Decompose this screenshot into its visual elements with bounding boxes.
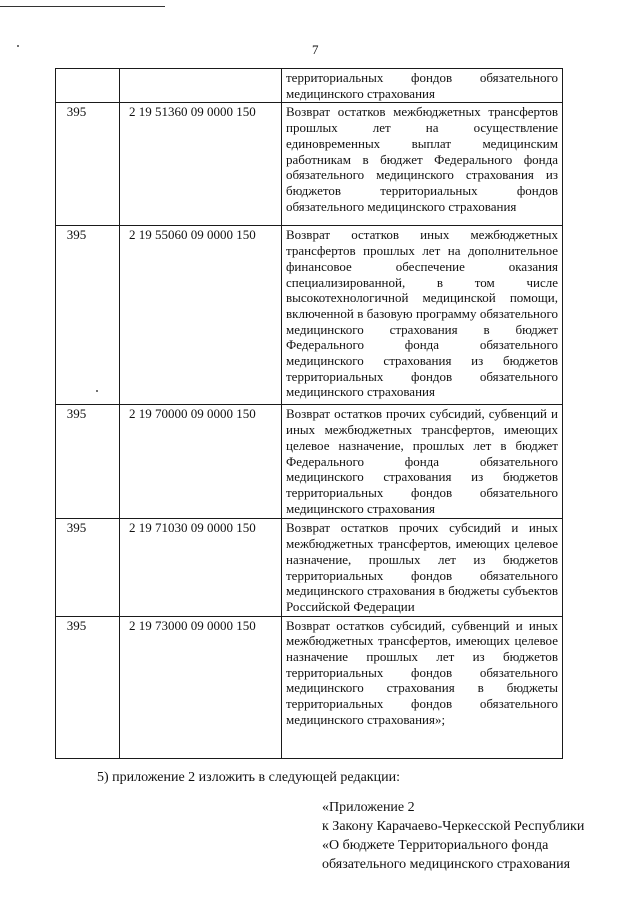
revenue-name-cell: Возврат остатков субсидий, субвенций и иных межбюджетных трансфертов, имеющих целевое назначение прошлых лет из бюджетов территориальных фондов обязательного медицинского страхования в бюджеты территориальных фондов обязательного медицинского страхования»;: [282, 616, 563, 758]
budget-code-cell: 2 19 55060 09 0000 150: [120, 226, 282, 405]
admin-code-cell: 395: [56, 405, 120, 519]
revenue-name-cell: Возврат остатков межбюджетных трансфертов прошлых лет на осуществление единовременных выплат медицинским работникам в бюджет Федерального фонда обязательного медицинского страхования из бюджетов территориальных фондов обязательного медицинского страхования: [282, 103, 563, 226]
appendix-law-ref: к Закону Карачаево-Черкесской Республики: [322, 819, 585, 834]
table-row: [56, 519, 563, 616]
revenue-name-cell: Возврат остатков прочих субсидий, субвенций и иных межбюджетных трансфертов, имеющих целевое назначение, прошлых лет в бюджет Федерального фонда обязательного медицинского страхования из бюджетов территориальных фондов обязательного медицинского страхования: [282, 405, 563, 519]
budget-code-cell: 2 19 70000 09 0000 150: [120, 405, 282, 519]
appendix-title: «Приложение 2: [322, 800, 415, 815]
table-row: [56, 405, 563, 519]
budget-code-table: [55, 68, 563, 759]
admin-code-cell: 395: [56, 226, 120, 405]
admin-code-cell: 395: [56, 103, 120, 226]
revenue-name-cell: Возврат остатков прочих субсидий и иных межбюджетных трансфертов, имеющих целевое назначение, прошлых лет из бюджетов территориальных фондов обязательного медицинского страхования в бюджеты субъектов Российской Федерации: [282, 519, 563, 616]
revenue-name-cell: территориальных фондов обязательного медицинского страхования: [282, 69, 563, 103]
scan-speck: [17, 45, 19, 47]
table-row: [56, 226, 563, 405]
table-row: [56, 103, 563, 226]
table-row: [56, 616, 563, 758]
budget-code-cell: 2 19 71030 09 0000 150: [120, 519, 282, 616]
appendix-law-title: «О бюджете Территориального фонда: [322, 838, 549, 853]
budget-code-cell: 2 19 73000 09 0000 150: [120, 616, 282, 758]
appendix-header: [322, 798, 622, 874]
admin-code-cell: 395: [56, 519, 120, 616]
amendment-paragraph: 5) приложение 2 изложить в следующей редакции:: [97, 770, 400, 785]
top-rule: [0, 6, 165, 7]
admin-code-cell: 395: [56, 616, 120, 758]
appendix-law-title-cont: обязательного медицинского страхования: [322, 857, 571, 872]
page-number: 7: [312, 42, 319, 57]
revenue-name-cell: Возврат остатков иных межбюджетных трансфертов прошлых лет на дополнительное финансовое обеспечение оказания специализированной, в том числе высокотехнологичной медицинской помощи, включенной в базовую программу обязательного медицинского страхования в бюджет Федерального фонда обязательного медицинского страхования из бюджетов территориальных фондов обязательного медицинского страхования: [282, 226, 563, 405]
table-row: [56, 69, 563, 103]
budget-code-cell: [120, 69, 282, 103]
budget-code-cell: 2 19 51360 09 0000 150: [120, 103, 282, 226]
admin-code-cell: [56, 69, 120, 103]
